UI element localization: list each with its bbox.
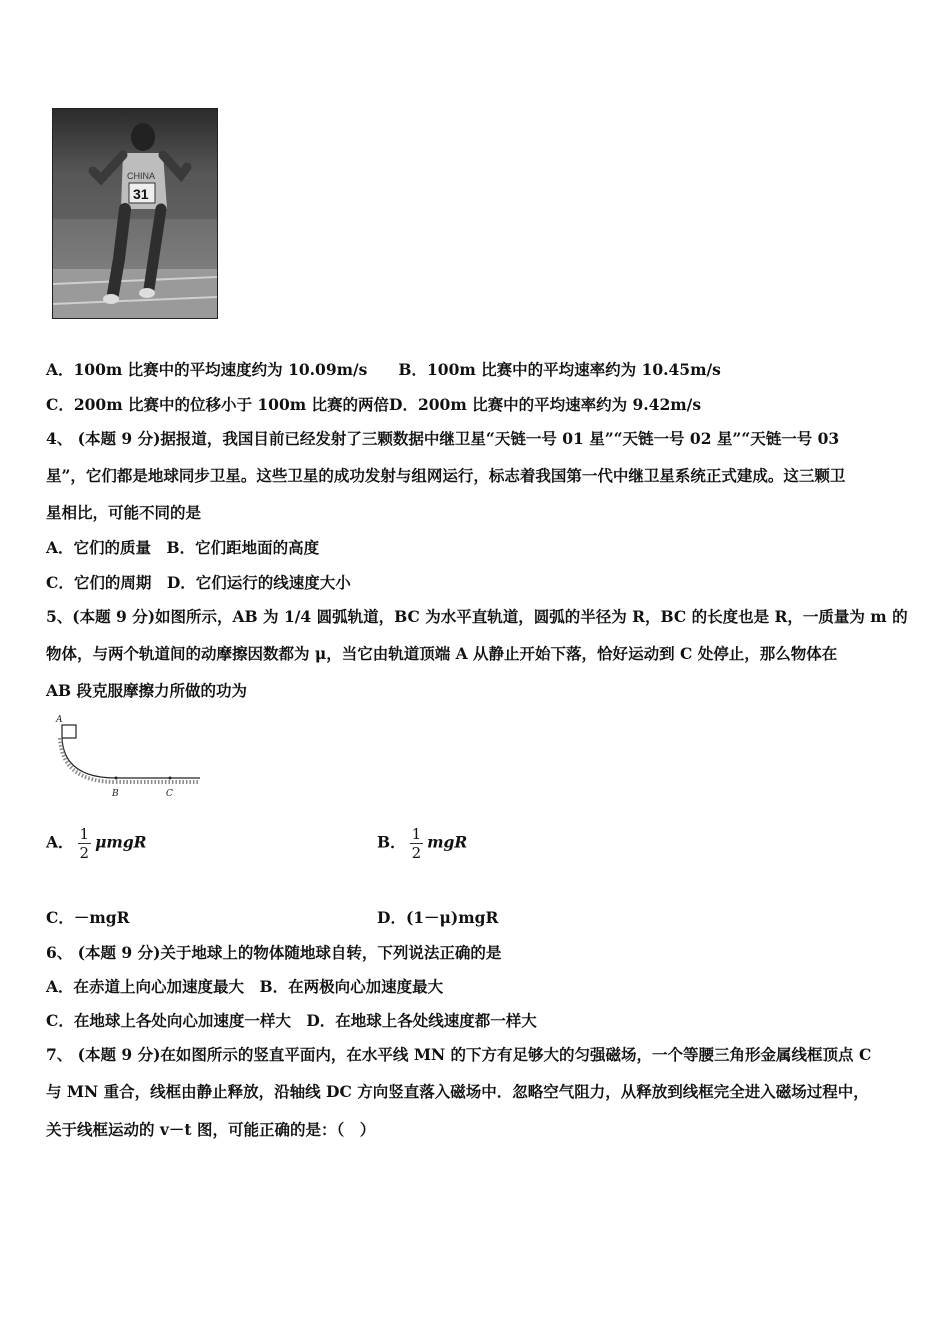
q5-option-a-label: A． [46,832,74,852]
q5-option-b [377,825,467,862]
q4-stem-line1: 4、 (本题 9 分)据报道，我国目前已经发射了三颗数据中继卫星“天链一号 01 星”“天链一号 02 星”“天链一号 03 [46,429,840,448]
fraction-denominator: 2 [411,844,422,862]
point-c [169,777,172,780]
q6-options-ab: A．在赤道上向心加速度最大 B．在两极向心加速度最大 [46,977,444,996]
q6-stem: 6、 (本题 9 分)关于地球上的物体随地球自转，下列说法正确的是 [46,943,502,962]
fraction-half [410,825,424,862]
q7-stem-line1: 7、 (本题 9 分)在如图所示的竖直平面内，在水平线 MN 的下方有足够大的匀强磁场，一个等腰三角形金属线框顶点 C [46,1045,872,1064]
fraction-half [78,825,92,862]
athlete-photo [52,108,218,319]
q5-option-c: C．－mgR [46,908,130,927]
q5-option-d: D．(1－μ)mgR [377,908,499,927]
q3-options-row2: C．200m 比赛中的位移小于 100m 比赛的两倍D．200m 比赛中的平均速率约为 9.42m/s [46,395,702,414]
jersey-text: CHINA [127,171,156,181]
q4-stem-line2: 星”，它们都是地球同步卫星。这些卫星的成功发射与组网运行，标志着我国第一代中继卫星系统正式建成。这三颗卫 [46,466,846,485]
q5-option-b-expr: mgR [427,832,468,852]
track-hatching [60,738,200,782]
q4-options-cd: C．它们的周期 D．它们运行的线速度大小 [46,573,351,592]
q4-stem-line3: 星相比，可能不同的是 [46,503,202,522]
fraction-numerator: 1 [79,825,90,843]
fraction-numerator: 1 [411,825,422,843]
q5-option-a-expr: μmgR [95,832,147,852]
q5-stem-line3: AB 段克服摩擦力所做的功为 [46,681,248,700]
bib-number: 31 [133,186,149,202]
track-curve [62,738,200,778]
diagram-label-b: B [112,789,119,799]
q6-options-cd: C．在地球上各处向心加速度一样大 D．在地球上各处线速度都一样大 [46,1011,537,1030]
q4-options-ab: A．它们的质量 B．它们距地面的高度 [46,538,320,557]
q3-options-row1: A．100m 比赛中的平均速度约为 10.09m/s B．100m 比赛中的平均速率约为 10.45m/s [46,360,721,379]
q5-option-a [46,825,147,862]
point-b [115,777,118,780]
diagram-label-c: C [166,789,173,799]
fraction-denominator: 2 [79,844,90,862]
diagram-label-a: A [56,715,63,725]
q5-stem-line1: 5、(本题 9 分)如图所示，AB 为 1/4 圆弧轨道，BC 为水平直轨道，圆弧的半径为 R，BC 的长度也是 R，一质量为 m 的 [46,607,908,626]
q5-option-b-label: B． [377,832,406,852]
q7-stem-line3: 关于线框运动的 v－t 图，可能正确的是：（ ） [46,1120,376,1139]
q5-stem-line2: 物体，与两个轨道间的动摩擦因数都为 μ，当它由轨道顶端 A 从静止开始下落，恰好运动到 C 处停止，那么物体在 [46,644,838,663]
track-diagram [50,712,210,802]
athlete-photo-image [53,109,217,318]
block-square [62,725,76,738]
q7-stem-line2: 与 MN 重合，线框由静止释放，沿轴线 DC 方向竖直落入磁场中．忽略空气阻力，从释放到线框完全进入磁场过程中， [46,1082,869,1101]
